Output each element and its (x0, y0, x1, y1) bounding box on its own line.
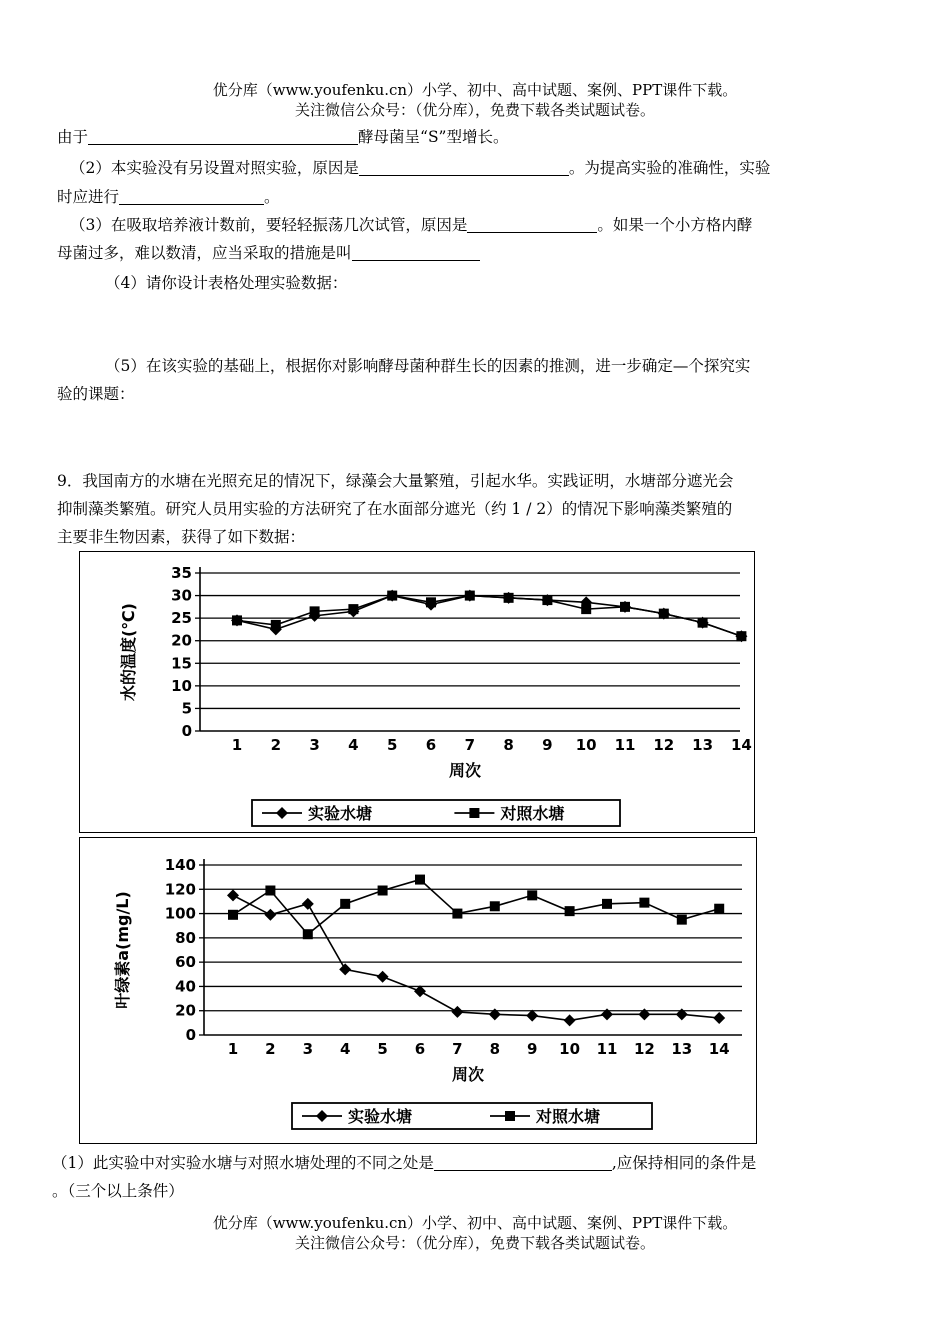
q9-text: ,应保持相同的条件是 (611, 1154, 757, 1172)
legend-marker-control (505, 1111, 515, 1121)
x-tick-label: 2 (265, 1040, 276, 1058)
page-header-line-2: 关注微信公众号：（优分库），免费下载各类试题试卷。 (294, 101, 655, 119)
chlorophyll-chart (80, 838, 756, 1143)
y-tick-label: 140 (164, 856, 196, 874)
data-point-control (490, 901, 500, 911)
data-point-control (265, 886, 275, 896)
y-tick-label: 5 (181, 699, 192, 718)
data-point-experiment (713, 1012, 725, 1024)
x-tick-label: 9 (526, 1040, 538, 1058)
answer-blank[interactable] (434, 1154, 612, 1171)
data-point-control (228, 910, 238, 920)
data-point-control (581, 604, 591, 614)
page-footer-line-2: 关注微信公众号：（优分库），免费下载各类试题试卷。 (294, 1234, 655, 1252)
q9-line-2: 抑制藻类繁殖。研究人员用实验的方法研究了在水面部分遮光（约 1 / 2）的情况下影响藻类繁殖的 (57, 500, 733, 518)
data-point-control (387, 591, 397, 601)
answer-blank[interactable] (359, 159, 569, 176)
data-point-control (303, 929, 313, 939)
y-tick-label: 0 (181, 722, 192, 740)
q9-line-3: 主要非生物因素，获得了如下数据： (57, 528, 306, 546)
q8-text: 酵母菌呈“S”型增长。 (358, 128, 509, 146)
q9-text: （1）此实验中对实验水塘与对照水塘处理的不同之处是 (52, 1154, 434, 1172)
x-tick-label: 14 (708, 1040, 730, 1058)
q9-sub1-line (52, 1152, 902, 1174)
page-footer-line-1: 优分库（www.youfenku.cn）小学、初中、高中试题、案例、PPT课件下载。 (212, 1214, 738, 1232)
data-point-control (465, 591, 475, 601)
x-axis-label: 周次 (448, 761, 482, 780)
q8-line-1 (57, 126, 897, 148)
y-tick-label: 20 (175, 1001, 196, 1020)
q9-line-1: 9．我国南方的水塘在光照充足的情况下，绿藻会大量繁殖，引起水华。实践证明，水塘部分遮光会 (57, 472, 734, 490)
y-tick-label: 15 (171, 654, 192, 673)
q8-line-2 (70, 157, 910, 179)
legend-label-control: 对照水塘 (536, 1107, 601, 1126)
data-point-control (415, 875, 425, 885)
q8-line-6: （4）请你设计表格处理实验数据： (105, 274, 348, 292)
data-point-control (340, 899, 350, 909)
q8-text: 。如果一个小方格内酵 (597, 216, 753, 234)
q8-text: （3）在吸取培养液计数前，要轻轻振荡几次试管，原因是 (70, 216, 468, 234)
q8-line-3 (57, 186, 897, 208)
data-point-control (677, 915, 687, 925)
x-tick-label: 8 (489, 1040, 501, 1058)
data-point-experiment (264, 909, 276, 921)
x-tick-label: 14 (730, 736, 752, 754)
data-point-experiment (451, 1006, 463, 1018)
y-tick-label: 10 (171, 676, 192, 695)
data-point-control (736, 631, 746, 641)
legend-marker-control (469, 808, 479, 818)
q8-text: 由于 (57, 128, 89, 146)
x-tick-label: 3 (302, 1040, 314, 1058)
data-point-control (698, 618, 708, 628)
answer-blank[interactable] (467, 216, 597, 233)
x-tick-label: 5 (377, 1040, 388, 1058)
y-tick-label: 100 (164, 904, 196, 923)
data-point-control (426, 597, 436, 607)
data-point-control (348, 604, 358, 614)
answer-blank[interactable] (352, 244, 480, 261)
x-tick-label: 10 (559, 1040, 581, 1058)
x-tick-label: 9 (542, 736, 553, 754)
data-point-experiment (302, 898, 314, 910)
y-tick-label: 0 (185, 1026, 196, 1044)
data-point-control (714, 904, 724, 914)
data-point-control (542, 595, 552, 605)
answer-blank[interactable] (119, 188, 264, 205)
x-tick-label: 2 (270, 736, 282, 754)
q8-line-5 (57, 242, 897, 264)
legend-label-experiment: 实验水塘 (308, 804, 373, 823)
y-tick-label: 40 (175, 977, 196, 996)
x-tick-label: 7 (452, 1040, 463, 1058)
chlorophyll-chart-frame (79, 837, 757, 1144)
data-point-control (602, 899, 612, 909)
data-point-experiment (377, 971, 389, 983)
data-point-control (504, 593, 514, 603)
x-tick-label: 10 (575, 736, 597, 754)
x-tick-label: 13 (671, 1040, 693, 1058)
q8-text: 时应进行 (57, 188, 120, 206)
q8-line-8: 验的课题： (57, 385, 135, 403)
x-tick-label: 4 (339, 1040, 351, 1058)
data-point-control (232, 615, 242, 625)
y-tick-label: 25 (171, 609, 192, 628)
x-tick-label: 7 (464, 736, 476, 754)
y-tick-label: 120 (164, 880, 196, 899)
y-axis-label: 叶绿素a(mg/L) (113, 891, 132, 1009)
x-tick-label: 3 (309, 736, 320, 754)
y-tick-label: 60 (175, 953, 196, 972)
x-tick-label: 4 (348, 736, 359, 754)
data-point-control (620, 602, 630, 612)
q8-text: 。 (264, 188, 280, 206)
q9-sub1-line-2: 。（三个以上条件） (52, 1182, 184, 1200)
x-tick-label: 6 (425, 736, 437, 754)
temperature-chart-frame (79, 551, 755, 833)
x-tick-label: 12 (653, 736, 675, 754)
data-point-control (659, 609, 669, 619)
data-point-control (271, 620, 281, 630)
data-point-control (310, 606, 320, 616)
x-tick-label: 8 (503, 736, 514, 754)
legend-label-control: 对照水塘 (500, 804, 565, 823)
q8-text: 。为提高实验的准确性，实验 (568, 159, 771, 177)
page-header-line-1: 优分库（www.youfenku.cn）小学、初中、高中试题、案例、PPT课件下载。 (212, 81, 738, 99)
data-point-experiment (339, 963, 351, 975)
data-point-experiment (227, 889, 239, 901)
x-tick-label: 11 (596, 1040, 618, 1058)
x-tick-label: 12 (633, 1040, 655, 1058)
answer-blank[interactable] (88, 128, 358, 145)
data-point-control (452, 909, 462, 919)
x-tick-label: 1 (231, 736, 243, 754)
y-axis-label: 水的温度(℃) (119, 602, 138, 702)
q8-line-4 (70, 214, 910, 236)
data-point-experiment (414, 985, 426, 997)
x-tick-label: 11 (614, 736, 636, 754)
data-point-control (565, 906, 575, 916)
x-tick-label: 6 (414, 1040, 426, 1058)
y-tick-label: 80 (175, 928, 196, 947)
x-axis-label: 周次 (451, 1065, 485, 1084)
x-tick-label: 1 (227, 1040, 239, 1058)
temperature-chart (80, 552, 754, 832)
y-tick-label: 35 (171, 564, 192, 582)
data-point-experiment (564, 1014, 576, 1026)
data-point-experiment (526, 1010, 538, 1022)
data-point-control (639, 898, 649, 908)
q8-line-7: （5）在该实验的基础上，根据你对影响酵母菌种群生长的因素的推测，进一步确定—个探究实 (105, 357, 751, 375)
data-point-control (378, 886, 388, 896)
y-tick-label: 20 (171, 631, 192, 650)
y-tick-label: 30 (171, 586, 192, 605)
x-tick-label: 13 (692, 736, 714, 754)
legend-label-experiment: 实验水塘 (348, 1107, 413, 1126)
x-tick-label: 5 (386, 736, 398, 754)
data-point-control (527, 890, 537, 900)
q8-text: （2）本实验没有另设置对照实验，原因是 (70, 159, 359, 177)
q8-text: 母菌过多，难以数清，应当采取的措施是叫 (57, 244, 352, 262)
